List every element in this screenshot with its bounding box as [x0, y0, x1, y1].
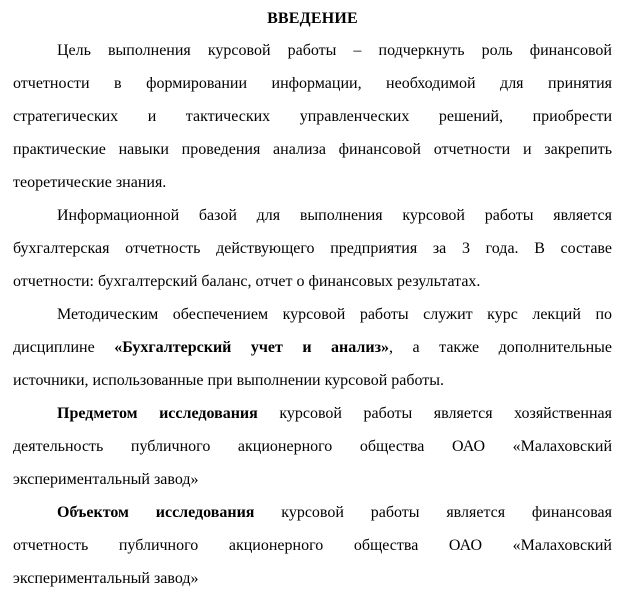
inline-text: курсовой работы является хозяйственная — [257, 405, 612, 422]
paragraph-line: Информационной базой для выполнения курсовой работы является — [57, 207, 612, 224]
paragraph-methodology — [13, 298, 612, 397]
paragraph-line: бухгалтерская отчетность действующего предприятия за 3 года. В составе — [13, 240, 612, 257]
paragraph-line — [13, 397, 612, 430]
inline-text: дисциплине — [13, 339, 115, 356]
paragraph-line: отчетность публичного акционерного общества ОАО «Малаховский — [13, 537, 612, 554]
inline-text: курсовой работы является финансовая — [254, 504, 612, 521]
discipline-name: «Бухгалтерский учет и анализ» — [114, 339, 390, 356]
document-title: ВВЕДЕНИЕ — [267, 10, 358, 27]
paragraph-info-base — [13, 199, 612, 298]
paragraph-line: теоретические знания. — [13, 174, 167, 191]
document-page — [13, 0, 612, 595]
paragraph-line: отчетности в формировании информации, необходимой для принятия — [13, 75, 612, 92]
subject-term: Предметом исследования — [57, 405, 258, 422]
paragraph-line: стратегических и тактических управленческих решений, приобрести — [13, 108, 612, 125]
paragraph-line — [13, 496, 612, 529]
inline-text: , а также дополнительные — [389, 339, 613, 356]
paragraph-object — [13, 496, 612, 595]
paragraph-subject — [13, 397, 612, 496]
paragraph-line: экспериментальный завод» — [13, 471, 199, 488]
paragraph-line — [13, 331, 612, 364]
paragraph-line: источники, использованные при выполнении курсовой работы. — [13, 372, 445, 389]
paragraph-line: деятельность публичного акционерного общества ОАО «Малаховский — [13, 438, 612, 455]
paragraph-line: Цель выполнения курсовой работы – подчеркнуть роль финансовой — [57, 42, 612, 59]
paragraph-line: Методическим обеспечением курсовой работы служит курс лекций по — [57, 306, 612, 323]
paragraph-line: практические навыки проведения анализа финансовой отчетности и закрепить — [13, 141, 612, 158]
object-term: Объектом исследования — [57, 504, 255, 521]
paragraph-goal — [13, 34, 612, 199]
paragraph-line: отчетности: бухгалтерский баланс, отчет о финансовых результатах. — [13, 273, 481, 290]
paragraph-line: экспериментальный завод» — [13, 570, 199, 587]
